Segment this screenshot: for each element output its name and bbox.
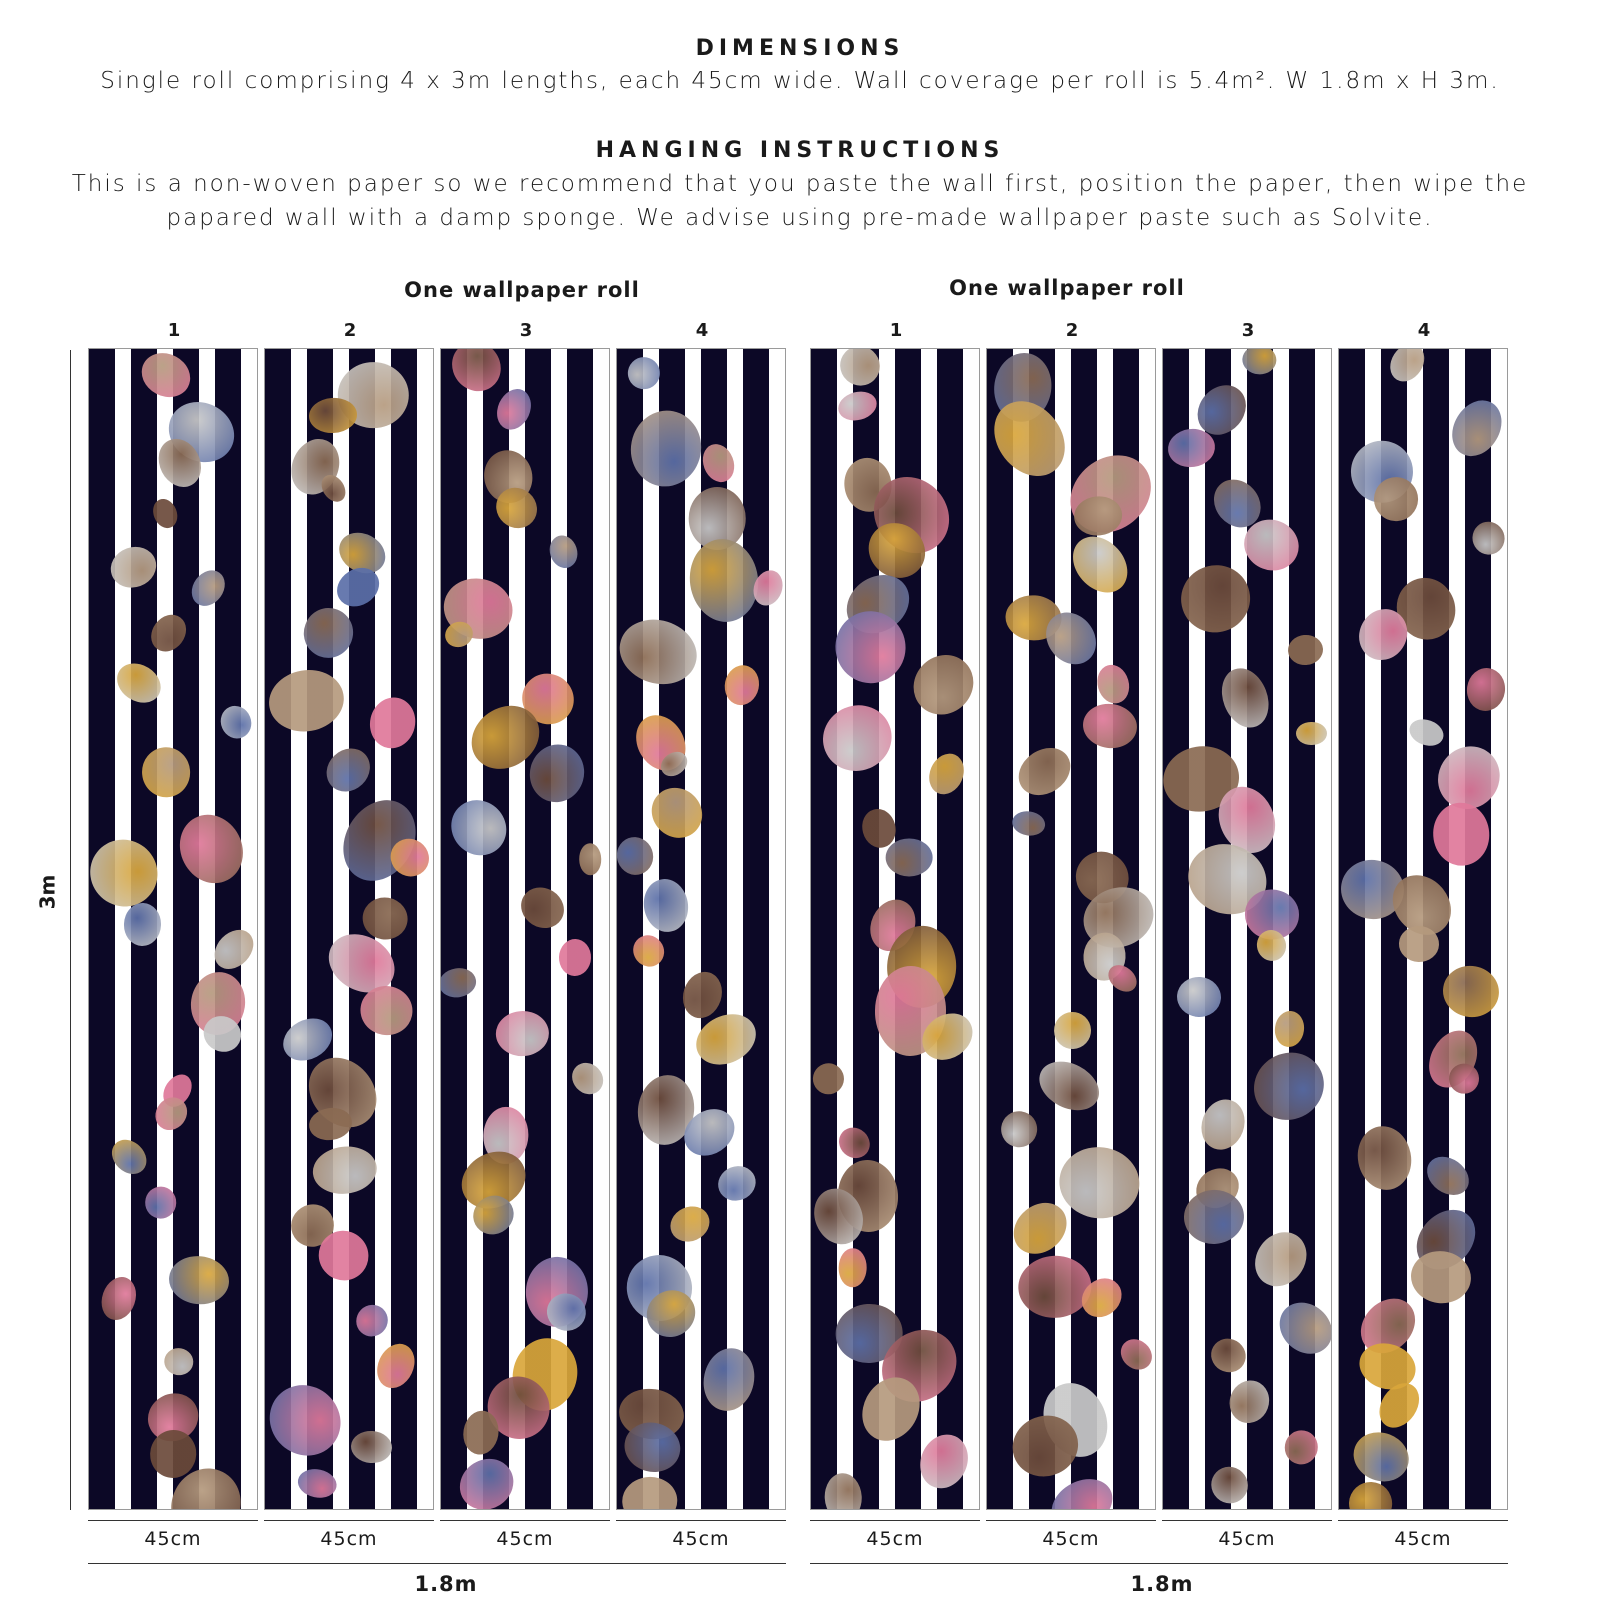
roll-1-strip-1-width: 45cm (144, 1528, 202, 1550)
wallpaper-motif (491, 383, 538, 435)
wallpaper-motif (1287, 634, 1324, 667)
wallpaper-motif (296, 1466, 340, 1501)
wallpaper-motif (1383, 348, 1431, 388)
wallpaper-motif (684, 534, 763, 626)
wallpaper-motif (167, 1254, 232, 1308)
wallpaper-motif (1346, 1425, 1416, 1490)
wallpaper-motif (1241, 1040, 1332, 1133)
wallpaper-motif (833, 1121, 876, 1164)
wallpaper-motif (123, 902, 162, 946)
wallpaper-motif (1282, 1427, 1320, 1467)
wallpaper-motif (1009, 738, 1079, 804)
wallpaper-motif (677, 967, 728, 1023)
wallpaper-motif (264, 665, 349, 738)
roll-1-wallpaper-strip-4 (616, 348, 786, 1510)
roll-1-strip-number-3: 3 (519, 320, 533, 341)
hanging-instructions-line-1: This is a non-woven paper so we recommend that you paste the wall first, position the paper, then wipe the (71, 171, 1529, 197)
wallpaper-motif (1004, 1193, 1077, 1265)
wallpaper-motif (838, 1249, 866, 1288)
wallpaper-motif (627, 930, 670, 974)
wallpaper-motif (698, 439, 740, 486)
roll-1-width-line-2 (264, 1520, 434, 1521)
wallpaper-motif (835, 387, 880, 424)
roll-2-wallpaper-strip-2 (986, 348, 1156, 1510)
roll-1-total-width: 1.8m (414, 1572, 478, 1596)
wallpaper-motif (1468, 517, 1508, 559)
roll-1-strip-3-width: 45cm (496, 1528, 554, 1550)
wallpaper-motif (545, 532, 581, 572)
roll-1-strip-2-width: 45cm (320, 1528, 378, 1550)
wallpaper-motif (665, 1200, 716, 1248)
wallpaper-motif (1439, 961, 1503, 1021)
wallpaper-motif (1043, 1468, 1122, 1510)
wallpaper-motif (1224, 1375, 1276, 1429)
wallpaper-motif (1273, 1009, 1306, 1048)
wallpaper-motif (1464, 665, 1508, 713)
wallpaper-motif (912, 1427, 977, 1496)
roll-2-total-width: 1.8m (1130, 1572, 1194, 1596)
wallpaper-motif (216, 701, 256, 743)
wallpaper-motif (442, 348, 510, 401)
wallpaper-motif (565, 1056, 609, 1100)
wallpaper-motif (886, 838, 933, 876)
hanging-instructions-line-2: papared wall with a damp sponge. We advise using pre-made wallpaper paste such as Solvite. (166, 205, 1434, 231)
roll-2-strip-number-4: 4 (1417, 320, 1431, 341)
roll-2-strip-3-width: 45cm (1218, 1528, 1276, 1550)
wallpaper-motif (450, 1448, 523, 1510)
roll-2-total-width-line (810, 1563, 1508, 1564)
wallpaper-motif (999, 1109, 1040, 1150)
wallpaper-motif (1175, 975, 1223, 1019)
roll-1-width-line-3 (440, 1520, 610, 1521)
roll-1-strip-4-width: 45cm (672, 1528, 730, 1550)
wallpaper-motif (1203, 1459, 1255, 1510)
wallpaper-motif (185, 563, 232, 612)
wallpaper-motif (1048, 1006, 1097, 1055)
hanging-instructions-heading: HANGING INSTRUCTIONS (595, 138, 1005, 163)
wallpaper-motif (823, 1472, 862, 1510)
wallpaper-motif (110, 655, 168, 709)
wallpaper-motif (440, 788, 517, 866)
wallpaper-motif (640, 875, 692, 935)
wallpaper-motif (97, 1272, 142, 1324)
wallpaper-motif (1115, 1333, 1156, 1376)
wallpaper-motif (1182, 1188, 1246, 1246)
wallpaper-motif (621, 351, 665, 395)
wallpaper-motif (625, 405, 708, 492)
wallpaper-motif (616, 832, 659, 880)
roll-2-width-line-3 (1162, 1520, 1332, 1521)
wallpaper-motif (621, 1476, 679, 1510)
wallpaper-motif (149, 495, 182, 532)
roll-2-strip-number-3: 3 (1241, 320, 1255, 341)
wallpaper-motif (814, 695, 902, 781)
roll-2-wallpaper-strip-3 (1162, 348, 1332, 1510)
roll-2-strip-number-2: 2 (1065, 320, 1079, 341)
height-label: 3m (35, 874, 60, 910)
wallpaper-motif (135, 348, 198, 405)
roll-2-width-line-1 (810, 1520, 980, 1521)
wallpaper-motif (1194, 1094, 1251, 1156)
roll-2-strip-4-width: 45cm (1394, 1528, 1452, 1550)
wallpaper-motif (1172, 556, 1259, 641)
wallpaper-motif (1419, 1149, 1476, 1203)
wallpaper-motif (1062, 526, 1139, 604)
wallpaper-motif (721, 662, 763, 708)
roll-1-width-line-4 (616, 1520, 786, 1521)
roll-2-strip-2-width: 45cm (1042, 1528, 1100, 1550)
roll-1-wallpaper-strip-1 (88, 348, 258, 1510)
roll-1-wallpaper-strip-2 (264, 348, 434, 1510)
roll-1-strip-number-4: 4 (695, 320, 709, 341)
wallpaper-motif (1010, 808, 1047, 837)
wallpaper-motif (642, 777, 713, 847)
wallpaper-motif (579, 843, 602, 875)
wallpaper-motif (350, 1298, 395, 1343)
wallpaper-motif (1269, 1292, 1332, 1365)
wallpaper-motif (833, 348, 888, 394)
wallpaper-motif (88, 827, 171, 921)
wallpaper-motif (145, 608, 193, 658)
dimensions-text: Single roll comprising 4 x 3m lengths, each 45cm wide. Wall coverage per roll is 5.4m². W 1.8m x H 3m. (100, 68, 1500, 94)
wallpaper-motif (317, 740, 378, 801)
wallpaper-motif (1081, 701, 1140, 751)
wallpaper-motif (1244, 1222, 1317, 1297)
wallpaper-motif (440, 966, 478, 1000)
wallpaper-motif (514, 880, 572, 936)
roll-2-width-line-2 (986, 1520, 1156, 1521)
wallpaper-motif (1406, 715, 1447, 750)
wallpaper-motif (364, 692, 420, 752)
wallpaper-motif (1214, 661, 1276, 733)
wallpaper-motif (360, 894, 411, 943)
height-dimension-line (70, 350, 71, 1510)
wallpaper-motif (311, 1143, 380, 1197)
roll-1-title: One wallpaper roll (404, 278, 640, 302)
wallpaper-motif (1431, 801, 1491, 867)
roll-2-strip-1-width: 45cm (866, 1528, 924, 1550)
wallpaper-motif (162, 1345, 196, 1377)
wallpaper-motif (1442, 391, 1508, 465)
wallpaper-motif (297, 600, 361, 664)
dimensions-heading: DIMENSIONS (695, 36, 905, 61)
wallpaper-motif (1093, 662, 1133, 708)
wallpaper-motif (145, 1186, 177, 1219)
wallpaper-motif (1242, 348, 1277, 375)
wallpaper-motif (616, 611, 705, 694)
wallpaper-motif (168, 804, 254, 894)
roll-1-wallpaper-strip-3 (440, 348, 610, 1510)
wallpaper-motif (495, 1010, 549, 1057)
wallpaper-motif (1017, 1254, 1094, 1320)
wallpaper-motif (902, 643, 980, 727)
wallpaper-motif (1205, 1332, 1252, 1378)
wallpaper-motif (1031, 1052, 1107, 1120)
roll-2-wallpaper-strip-1 (810, 348, 980, 1510)
roll-1-width-line-1 (88, 1520, 258, 1521)
wallpaper-motif (558, 938, 591, 976)
wallpaper-motif (1056, 1143, 1144, 1223)
wallpaper-motif (104, 540, 161, 594)
wallpaper-motif (207, 922, 258, 976)
roll-2-width-line-4 (1338, 1520, 1508, 1521)
wallpaper-motif (264, 1371, 355, 1471)
roll-1-strip-number-2: 2 (343, 320, 357, 341)
wallpaper-motif (1352, 1121, 1417, 1194)
wallpaper-motif (140, 746, 192, 800)
wallpaper-motif (922, 749, 969, 801)
wallpaper-motif (698, 1344, 759, 1416)
roll-1-strip-number-1: 1 (167, 320, 181, 341)
roll-2-wallpaper-strip-4 (1338, 348, 1508, 1510)
wallpaper-motif (810, 1059, 848, 1099)
wallpaper-motif (105, 1133, 153, 1181)
wallpaper-motif (713, 1160, 761, 1206)
wallpaper-motif (369, 1338, 420, 1394)
roll-2-title: One wallpaper roll (949, 276, 1185, 300)
wallpaper-motif (1448, 1063, 1479, 1094)
roll-1-total-width-line (88, 1563, 786, 1564)
wallpaper-motif (1296, 722, 1327, 746)
roll-2-strip-number-1: 1 (889, 320, 903, 341)
wallpaper-motif (350, 1430, 393, 1465)
